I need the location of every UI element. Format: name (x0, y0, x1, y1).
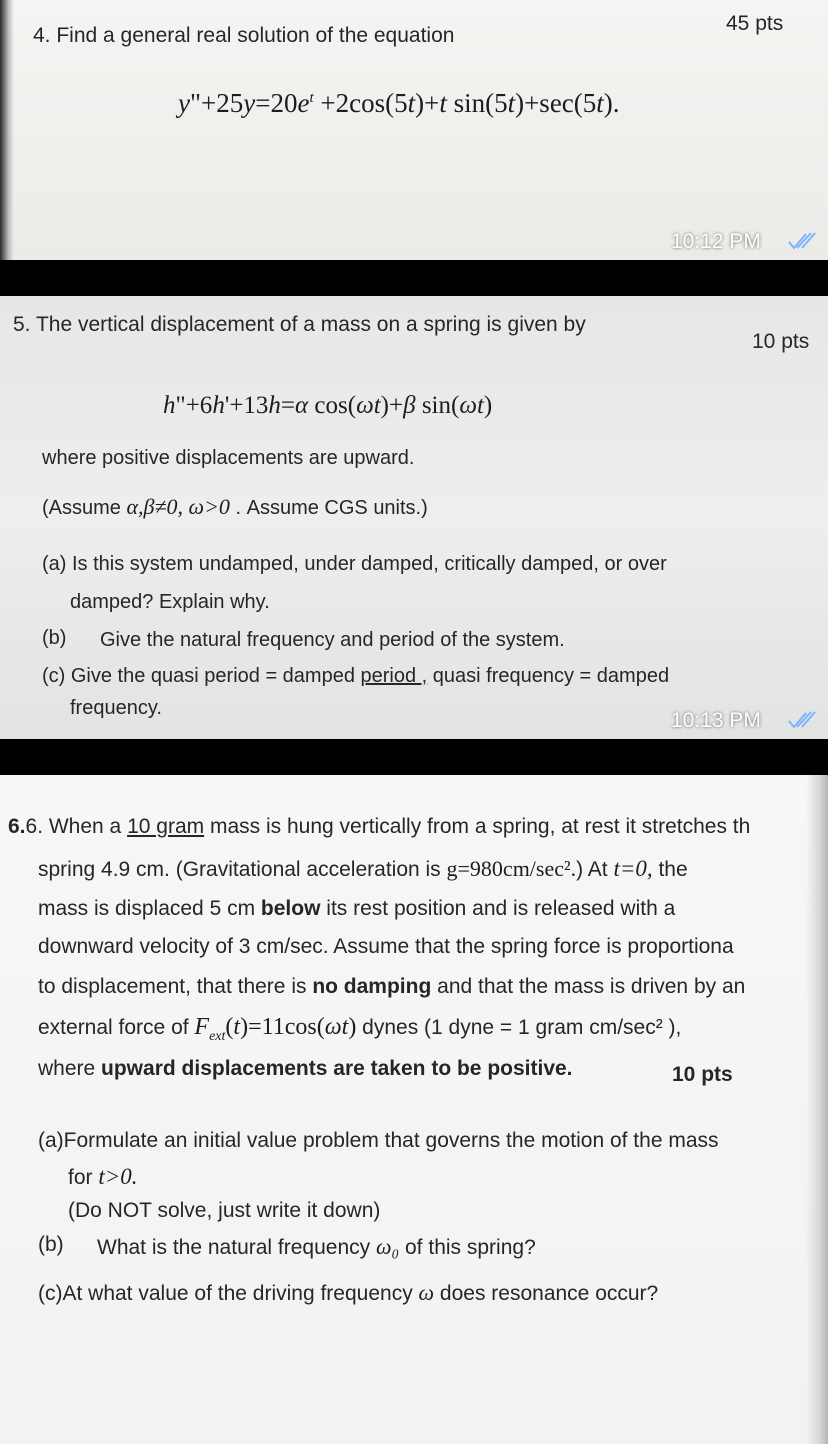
q5-part-c-post: quasi frequency = damped (427, 665, 670, 687)
q5-line1: where positive displacements are upward. (42, 447, 415, 469)
q6-points: 10 pts (672, 1063, 733, 1086)
q6-l5-pre: to displacement, that there is (38, 975, 313, 998)
q5-assume-prefix: (Assume (42, 497, 121, 519)
q5-part-b-label: (b) (42, 627, 67, 649)
q5-assume-suffix: . Assume CGS units.) (235, 497, 428, 519)
q6-l5-bold: no damping (312, 975, 432, 998)
q6-part-c (38, 1281, 658, 1306)
photo-edge (0, 0, 14, 260)
q6-c-pre: (c)At what value of the driving frequency (38, 1282, 419, 1305)
q6-part-a-line2 (68, 1165, 138, 1190)
q6-line1: 6.6. When a 10 gram mass is hung vertically from a spring, at rest it stretches th (8, 815, 751, 838)
q6-b-post: of this spring? (399, 1236, 536, 1259)
q5-part-c-line1 (42, 664, 669, 688)
photo-edge (806, 775, 828, 1444)
q6-l6-post: dynes (1 dyne = 1 gram cm/sec² ), (356, 1016, 682, 1039)
q5-part-a-line1: (a) Is this system undamped, under damped, critically damped, or over (42, 553, 667, 575)
q5-assume (42, 495, 428, 520)
q6-l2-math2: t=0, (613, 856, 653, 881)
q6-a2-math: t>0. (98, 1164, 138, 1189)
q6-l7-pre: where (38, 1057, 102, 1080)
photo-question-5[interactable] (0, 296, 828, 739)
q6-c-math: ω (418, 1280, 435, 1305)
read-receipt-icon (788, 232, 816, 250)
q6-part-a-line1: (a)Formulate an initial value problem that governs the motion of the mass (38, 1129, 719, 1152)
q5-timestamp: 10:13 PM (671, 709, 761, 732)
q6-a2-pre: for (68, 1166, 99, 1189)
photo-question-4[interactable] (0, 0, 828, 260)
q6-l1-post: mass is hung vertically from a spring, at rest it stretches th (204, 815, 751, 838)
q6-l2-pre: spring 4.9 cm. (Gravitational acceleration is (38, 858, 447, 881)
q6-l3-pre: mass is displaced 5 cm (38, 897, 261, 920)
q6-l2-math: g=980cm/sec². (446, 856, 577, 881)
q6-line5 (38, 975, 745, 999)
q6-line6 (38, 1015, 681, 1049)
q6-l5-post: and that the mass is driven by an (431, 975, 746, 998)
q6-part-b-text (97, 1235, 536, 1260)
q4-title: 4. Find a general real solution of the equation (33, 24, 455, 47)
q5-equation: h"+6h'+13h=α cos(ωt)+β sin(ωt) (163, 392, 493, 419)
q5-title: 5. The vertical displacement of a mass on a spring is given by (13, 313, 586, 336)
q6-l6-math: $F_{ext}(t)=11\cos(\omega t)$ (194, 1014, 357, 1044)
q6-b-math: ω₀ (375, 1234, 400, 1259)
q6-line4: downward velocity of 3 cm/sec. Assume that the spring force is proportiona (38, 935, 734, 958)
q4-timestamp: 10:12 PM (671, 230, 761, 253)
q6-line2 (38, 857, 688, 882)
q5-part-c-line2: frequency. (70, 697, 162, 719)
q6-l3-post: its rest position and is released with a (320, 897, 676, 920)
q6-b-pre: What is the natural frequency (97, 1236, 376, 1259)
q5-assume-math: α,β≠0, ω>0 (126, 494, 230, 519)
q6-l7-bold: upward displacements are taken to be positive. (101, 1057, 573, 1080)
q6-line7 (38, 1057, 573, 1081)
q5-part-c-underlined: period , (360, 665, 428, 687)
q6-l3-bold: below (260, 897, 321, 920)
q6-part-a-line3: (Do NOT solve, just write it down) (68, 1199, 381, 1222)
read-receipt-icon (788, 711, 816, 729)
q6-line3 (38, 897, 675, 921)
q5-part-a-line2: damped? Explain why. (70, 591, 270, 613)
q6-l2-end: the (652, 858, 688, 881)
q4-equation: $y"+25y=20e^t +2\cos(5t)+t$ sin(5t)+sec(5t). (178, 88, 620, 118)
q6-l2-post: ) At (576, 858, 614, 881)
q6-c-post: does resonance occur? (434, 1282, 659, 1305)
q5-part-c-pre: (c) Give the quasi period = damped (42, 665, 361, 687)
q6-l1-pre: 6. When a (25, 815, 128, 838)
q5-points: 10 pts (752, 330, 810, 353)
q6-part-b-label: (b) (38, 1233, 64, 1256)
q6-l6-pre: external force of (38, 1016, 195, 1039)
photo-question-6[interactable] (0, 775, 828, 1444)
q4-points: 45 pts (726, 12, 784, 35)
q6-l1-underlined: 10 gram (127, 815, 205, 838)
q5-part-b-text: Give the natural frequency and period of the system. (100, 629, 565, 651)
